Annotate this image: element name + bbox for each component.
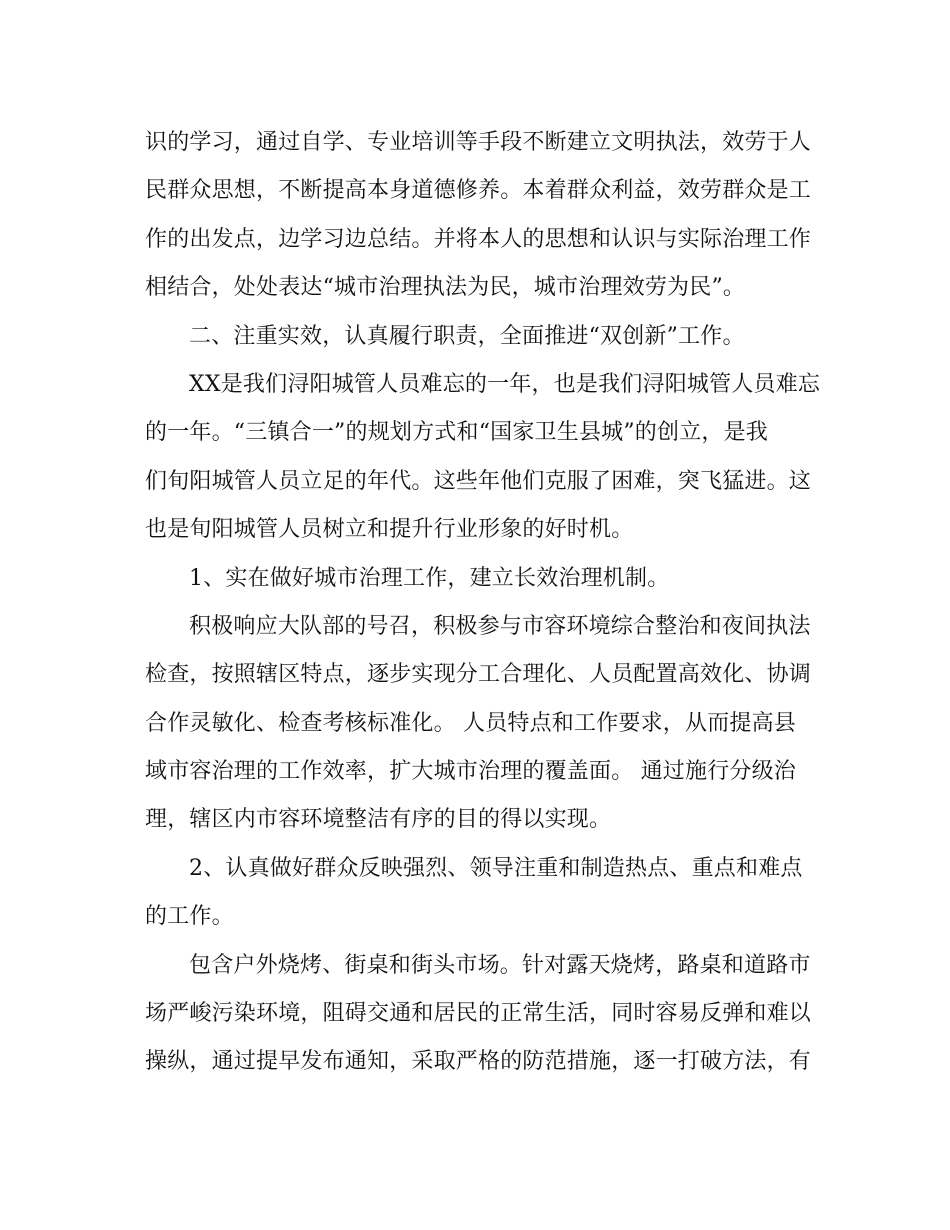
text-line: 的工作。: [145, 904, 234, 930]
text-line: 的一年。“三镇合一”的规划方式和“国家卫生县城”的创立，是我: [145, 420, 768, 446]
text-line: XX是我们浔阳城管人员难忘的一年，也是我们浔阳城管人员难忘: [189, 371, 821, 397]
body-text: [145, 119, 821, 1087]
subsection-heading: 1、实在做好城市治理工作，建立长效治理机制。: [189, 565, 670, 591]
section-heading: 二、注重实效，认真履行职责，全面推进“双创新”工作。: [189, 323, 745, 349]
text-line: 检查，按照辖区特点，逐步实现分工合理化、人员配置高效化、协调: [145, 662, 812, 688]
text-line: 民群众思想，不断提高本身道德修养。本着群众利益，效劳群众是工: [145, 178, 812, 204]
text-line: 们旬阳城管人员立足的年代。这些年他们克服了困难，突飞猛进。这: [145, 468, 812, 494]
text-line: 包含户外烧烤、街桌和街头市场。针对露天烧烤，路桌和道路市: [189, 952, 811, 978]
text-line: 作的出发点，边学习边总结。并将本人的思想和认识与实际治理工作: [145, 226, 812, 252]
text-line: 识的学习，通过自学、专业培训等手段不断建立文明执法，效劳于人: [145, 130, 812, 155]
text-line: 场严峻污染环境，阻碍交通和居民的正常生活，同时容易反弹和难以: [145, 1001, 812, 1027]
subsection-heading: 2、认真做好群众反映强烈、领导注重和制造热点、重点和难点: [189, 855, 803, 881]
text-line: 理，辖区内市容环境整洁有序的目的得以实现。: [145, 807, 612, 833]
text-line: 也是旬阳城管人员树立和提升行业形象的好时机。: [145, 517, 634, 543]
text-line: 域市容治理的工作效率，扩大城市治理的覆盖面。 通过施行分级治: [145, 759, 796, 785]
text-line: 积极响应大队部的号召，积极参与市容环境综合整治和夜间执法: [189, 613, 811, 639]
text-line: 相结合，处处表达“城市治理执法为民，城市治理效劳为民”。: [145, 275, 746, 301]
text-line: 合作灵敏化、检查考核标准化。 人员特点和工作要求，从而提高县: [145, 710, 796, 736]
text-line: 操纵，通过提早发布通知，采取严格的防范措施，逐一打破方法，有: [145, 1049, 812, 1075]
